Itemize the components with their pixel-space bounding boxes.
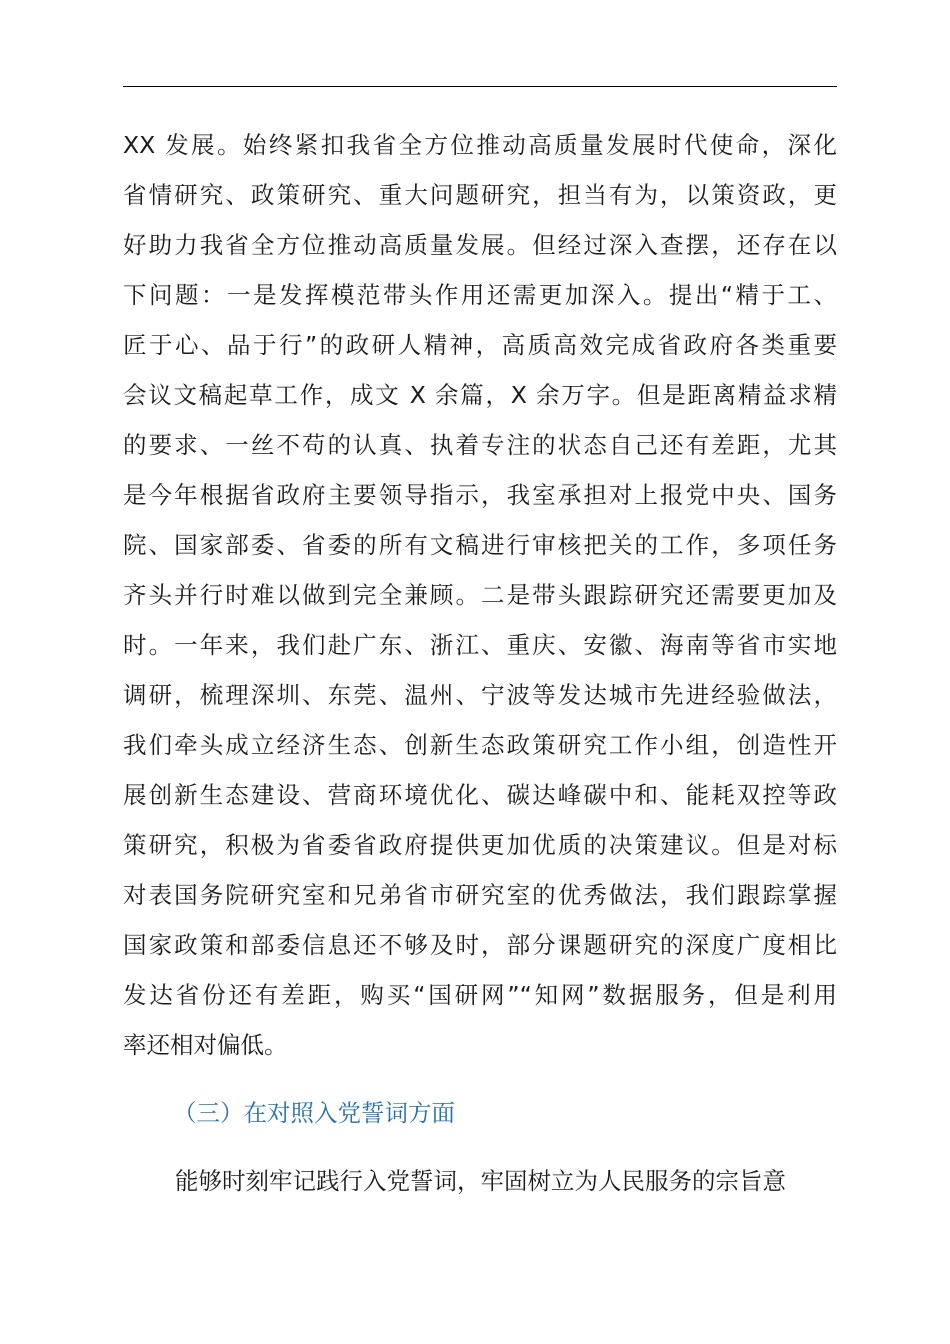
paragraph-line: 是今年根据省政府主要领导指示，我室承担对上报党中央、国务 bbox=[123, 481, 837, 509]
paragraph-line: 对表国务院研究室和兄弟省市研究室的优秀做法，我们跟踪掌握 bbox=[123, 881, 837, 909]
paragraph-line: 展创新生态建设、营商环境优化、碳达峰碳中和、能耗双控等政 bbox=[123, 781, 837, 809]
paragraph-line: 下问题：一是发挥模范带头作用还需更加深入。提出“精于工、 bbox=[123, 281, 837, 309]
paragraph-line: 时。一年来，我们赴广东、浙江、重庆、安徽、海南等省市实地 bbox=[123, 631, 837, 659]
paragraph-line: 省情研究、政策研究、重大问题研究，担当有为，以策资政，更 bbox=[123, 181, 837, 209]
paragraph-line: 的要求、一丝不苟的认真、执着专注的状态自己还有差距，尤其 bbox=[123, 431, 837, 459]
paragraph-line: XX 发展。始终紧扣我省全方位推动高质量发展时代使命，深化 bbox=[123, 131, 837, 159]
paragraph-line: 我们牵头成立经济生态、创新生态政策研究工作小组，创造性开 bbox=[123, 731, 837, 759]
next-paragraph-line: 能够时刻牢记践行入党誓词，牢固树立为人民服务的宗旨意 bbox=[175, 1167, 786, 1195]
paragraph-line: 院、国家部委、省委的所有文稿进行审核把关的工作，多项任务 bbox=[123, 531, 837, 559]
paragraph-line: 率还相对偏低。 bbox=[123, 1031, 288, 1059]
body-paragraph bbox=[123, 120, 837, 1070]
section-heading: （三）在对照入党誓词方面 bbox=[173, 1099, 455, 1127]
paragraph-line: 齐头并行时难以做到完全兼顾。二是带头跟踪研究还需要更加及 bbox=[123, 581, 837, 609]
paragraph-line: 策研究，积极为省委省政府提供更加优质的决策建议。但是对标 bbox=[123, 831, 837, 859]
paragraph-line: 国家政策和部委信息还不够及时，部分课题研究的深度广度相比 bbox=[123, 931, 837, 959]
header-rule bbox=[123, 86, 837, 87]
paragraph-line: 匠于心、品于行”的政研人精神，高质高效完成省政府各类重要 bbox=[123, 331, 837, 359]
paragraph-line: 会议文稿起草工作，成文 X 余篇，X 余万字。但是距离精益求精 bbox=[123, 381, 837, 409]
paragraph-line: 好助力我省全方位推动高质量发展。但经过深入查摆，还存在以 bbox=[123, 231, 837, 259]
paragraph-line: 发达省份还有差距，购买“国研网”“知网”数据服务，但是利用 bbox=[123, 981, 837, 1009]
paragraph-line: 调研，梳理深圳、东莞、温州、宁波等发达城市先进经验做法， bbox=[123, 681, 837, 709]
document-body bbox=[123, 120, 837, 1206]
